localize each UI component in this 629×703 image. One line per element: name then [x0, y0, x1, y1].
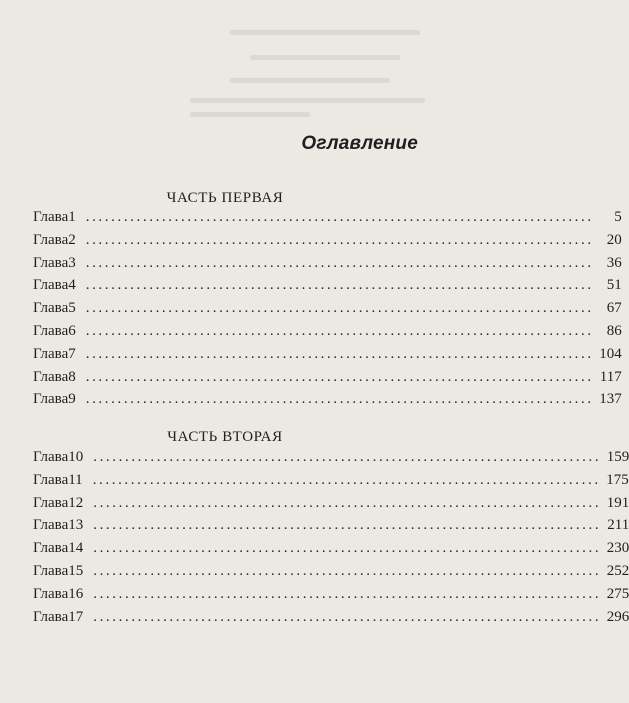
dot-leader: ................................................................................	[85, 254, 594, 271]
chapter-number: 5	[68, 300, 76, 317]
dot-leader: ................................................................................	[85, 231, 594, 248]
page-number: 36	[606, 254, 622, 271]
dot-leader: ................................................................................	[93, 608, 602, 625]
show-through-text	[0, 0, 450, 150]
toc-entry[interactable]	[33, 494, 629, 518]
dot-leader: ................................................................................	[92, 471, 601, 488]
page-number: 104	[599, 345, 622, 362]
chapter-word: Глава	[33, 231, 69, 248]
dot-leader: ................................................................................	[85, 345, 594, 362]
dot-leader: ................................................................................	[85, 277, 594, 294]
chapter-word: Глава	[33, 209, 69, 225]
toc-entry[interactable]	[33, 391, 622, 414]
chapter-number: 10	[68, 449, 84, 465]
toc-entry[interactable]	[33, 608, 629, 632]
page-number: 137	[599, 391, 622, 408]
toc-entry[interactable]	[33, 322, 622, 346]
chapter-word: Глава	[33, 585, 69, 602]
dot-leader: ................................................................................	[85, 368, 594, 385]
chapter-number: 4	[68, 277, 76, 294]
dot-leader: ................................................................................	[93, 494, 602, 511]
chapter-word: Глава	[33, 517, 69, 534]
chapter-word: Глава	[33, 391, 69, 408]
chapter-number: 12	[68, 494, 84, 511]
chapter-word: Глава	[33, 562, 69, 579]
part-one-heading: ЧАСТЬ ПЕРВАЯ	[166, 190, 284, 206]
page-number: 211	[607, 517, 629, 534]
toc-entry[interactable]	[33, 277, 622, 300]
page-number: 296	[606, 608, 629, 625]
dot-leader: ................................................................................	[93, 540, 602, 557]
toc-entry[interactable]	[33, 368, 622, 392]
part-two-heading: ЧАСТЬ ВТОРАЯ	[167, 429, 283, 445]
dot-leader: ................................................................................	[85, 209, 594, 225]
chapter-number: 14	[68, 540, 84, 557]
toc-entry[interactable]	[33, 345, 622, 369]
chapter-number: 2	[68, 231, 76, 248]
chapter-number: 16	[68, 585, 84, 602]
chapter-number: 1	[68, 209, 76, 225]
chapter-number: 13	[68, 517, 84, 534]
chapter-word: Глава	[33, 345, 69, 362]
toc-entry[interactable]	[33, 231, 622, 255]
chapter-number: 9	[68, 391, 76, 408]
page-number: 117	[599, 368, 622, 385]
part-two-chapter-list	[33, 449, 629, 631]
page-number: 5	[614, 209, 622, 225]
chapter-number: 3	[68, 254, 76, 271]
chapter-word: Глава	[33, 368, 69, 385]
chapter-number: 6	[68, 322, 76, 339]
page-number: 67	[606, 300, 622, 317]
toc-entry[interactable]	[33, 471, 629, 495]
toc-entry[interactable]	[33, 209, 622, 232]
chapter-word: Глава	[33, 277, 69, 294]
chapter-word: Глава	[33, 449, 69, 465]
chapter-word: Глава	[33, 608, 69, 625]
dot-leader: ................................................................................	[93, 562, 602, 579]
dot-leader: ................................................................................	[93, 517, 602, 534]
dot-leader: ................................................................................	[85, 300, 594, 317]
chapter-number: 11	[68, 471, 83, 488]
part-one-chapter-list	[33, 209, 622, 414]
chapter-word: Глава	[33, 540, 69, 557]
chapter-number: 8	[68, 368, 76, 385]
page-number: 86	[606, 322, 622, 339]
dot-leader: ................................................................................	[85, 322, 594, 339]
toc-entry[interactable]	[33, 517, 629, 540]
chapter-word: Глава	[33, 494, 69, 511]
page-number: 230	[606, 540, 629, 557]
chapter-word: Глава	[33, 471, 69, 488]
chapter-number: 7	[68, 345, 76, 362]
page-number: 275	[606, 585, 629, 602]
toc-title: Оглавление	[301, 133, 418, 154]
dot-leader: ................................................................................	[93, 585, 602, 602]
chapter-number: 15	[68, 562, 84, 579]
dot-leader: ................................................................................	[85, 391, 594, 408]
toc-entry[interactable]	[33, 254, 622, 278]
toc-entry[interactable]	[33, 585, 629, 609]
dot-leader: ................................................................................	[93, 449, 602, 465]
chapter-word: Глава	[33, 254, 69, 271]
toc-entry[interactable]	[33, 540, 629, 563]
page-number: 159	[606, 449, 629, 465]
toc-entry[interactable]	[33, 562, 629, 586]
page-number: 175	[606, 471, 629, 488]
chapter-number: 17	[68, 608, 84, 625]
chapter-word: Глава	[33, 300, 69, 317]
page-number: 191	[606, 494, 629, 511]
page-number: 252	[606, 562, 629, 579]
chapter-word: Глава	[33, 322, 69, 339]
page-number: 51	[606, 277, 622, 294]
toc-entry[interactable]	[33, 449, 629, 472]
toc-entry[interactable]	[33, 300, 622, 323]
page-number: 20	[606, 231, 622, 248]
